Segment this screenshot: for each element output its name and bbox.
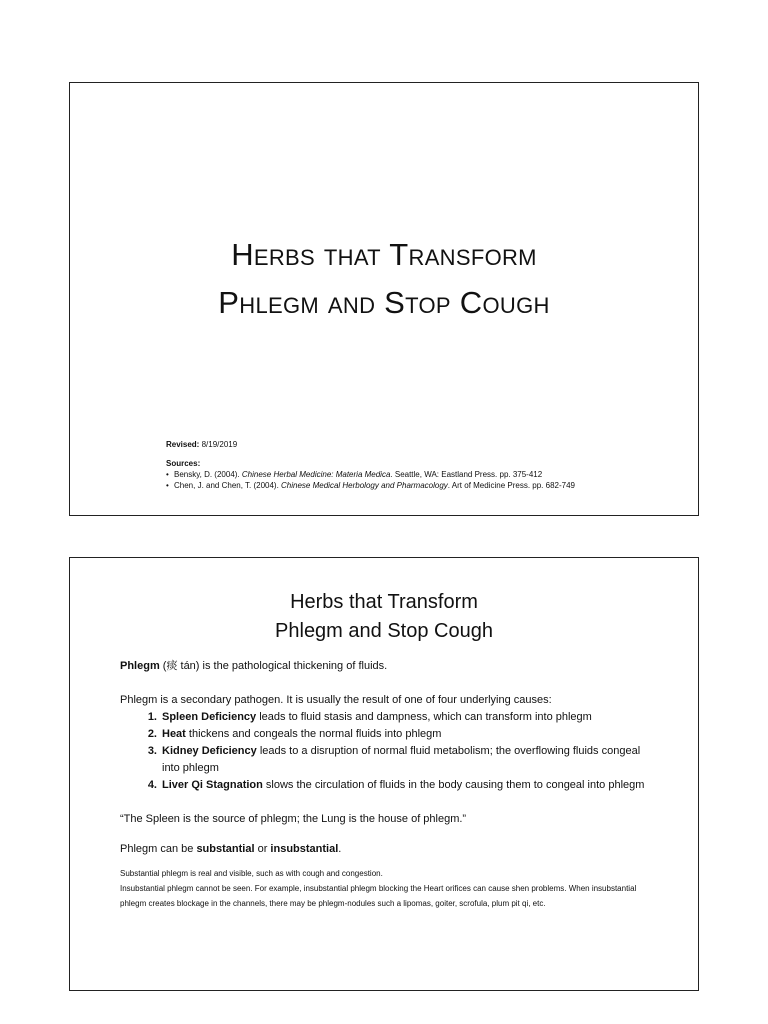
bullet-icon: • xyxy=(166,481,169,490)
slide-title xyxy=(70,588,698,646)
definition-text: (痰 tán) is the pathological thickening of fluids. xyxy=(159,660,388,672)
substantial-note: Substantial phlegm is real and visible, such as with cough and congestion. xyxy=(120,869,383,878)
content-slide xyxy=(69,557,699,991)
type-substantial: substantial xyxy=(196,843,255,855)
insubstantial-note: Insubstantial phlegm cannot be seen. For example, insubstantial phlegm blocking the Heart orifices can cause shen problems. When insubstantial phlegm creates blockage in the channels, there may be phlegm-nodules such a lipomas, goiter, scrofula, plum pit qi, etc. xyxy=(120,884,637,908)
title-line-1: Herbs that Transform xyxy=(231,237,537,272)
bullet-icon: • xyxy=(166,470,169,479)
causes-intro: Phlegm is a secondary pathogen. It is usually the result of one of four underlying causes: xyxy=(120,694,552,706)
spleen-lung-quote: “The Spleen is the source of phlegm; the Lung is the house of phlegm.” xyxy=(120,813,467,825)
phlegm-types: Phlegm can be substantial or insubstantial. xyxy=(120,843,342,855)
list-number: 4. xyxy=(147,779,157,791)
source-authors: Bensky, D. (2004). xyxy=(174,470,242,479)
phlegm-definition xyxy=(120,658,660,675)
slide-body xyxy=(120,658,660,911)
revised-line xyxy=(166,439,666,450)
cause-term: Heat xyxy=(162,728,186,740)
source-item xyxy=(166,480,666,491)
cause-term: Spleen Deficiency xyxy=(162,711,257,723)
source-title: Chinese Medical Herbology and Pharmacology xyxy=(281,481,448,490)
list-item xyxy=(120,743,660,777)
list-item xyxy=(120,709,660,726)
type-insubstantial: insubstantial xyxy=(270,843,339,855)
source-publisher: . Seattle, WA: Eastland Press. pp. 375-412 xyxy=(390,470,543,479)
sources-label: Sources: xyxy=(166,459,201,468)
revised-label: Revised: xyxy=(166,440,200,449)
slide-meta xyxy=(166,439,666,491)
cause-text: leads to fluid stasis and dampness, which can transform into phlegm xyxy=(256,711,592,723)
list-item xyxy=(120,777,660,794)
cause-term: Kidney Deficiency xyxy=(162,745,257,757)
title-line-1: Herbs that Transform xyxy=(290,591,478,613)
list-item xyxy=(120,726,660,743)
revised-date: 8/19/2019 xyxy=(201,440,238,449)
source-item xyxy=(166,469,666,480)
slide-title xyxy=(70,231,698,327)
cause-term: Liver Qi Stagnation xyxy=(162,779,263,791)
definition-term: Phlegm xyxy=(120,660,160,672)
title-line-2: Phlegm and Stop Cough xyxy=(218,285,550,320)
list-number: 3. xyxy=(147,745,157,757)
source-title: Chinese Herbal Medicine: Materia Medica xyxy=(241,470,391,479)
list-number: 1. xyxy=(147,711,157,723)
causes-list xyxy=(120,709,660,794)
title-slide xyxy=(69,82,699,516)
cause-text: leads to a disruption of normal fluid metabolism; the overflowing fluids congeal into phlegm xyxy=(162,745,641,774)
source-publisher: . Art of Medicine Press. pp. 682-749 xyxy=(447,481,575,490)
title-line-2: Phlegm and Stop Cough xyxy=(275,620,493,642)
source-authors: Chen, J. and Chen, T. (2004). xyxy=(174,481,282,490)
list-number: 2. xyxy=(147,728,157,740)
cause-text: thickens and congeals the normal fluids into phlegm xyxy=(185,728,442,740)
cause-text: slows the circulation of fluids in the body causing them to congeal into phlegm xyxy=(262,779,645,791)
